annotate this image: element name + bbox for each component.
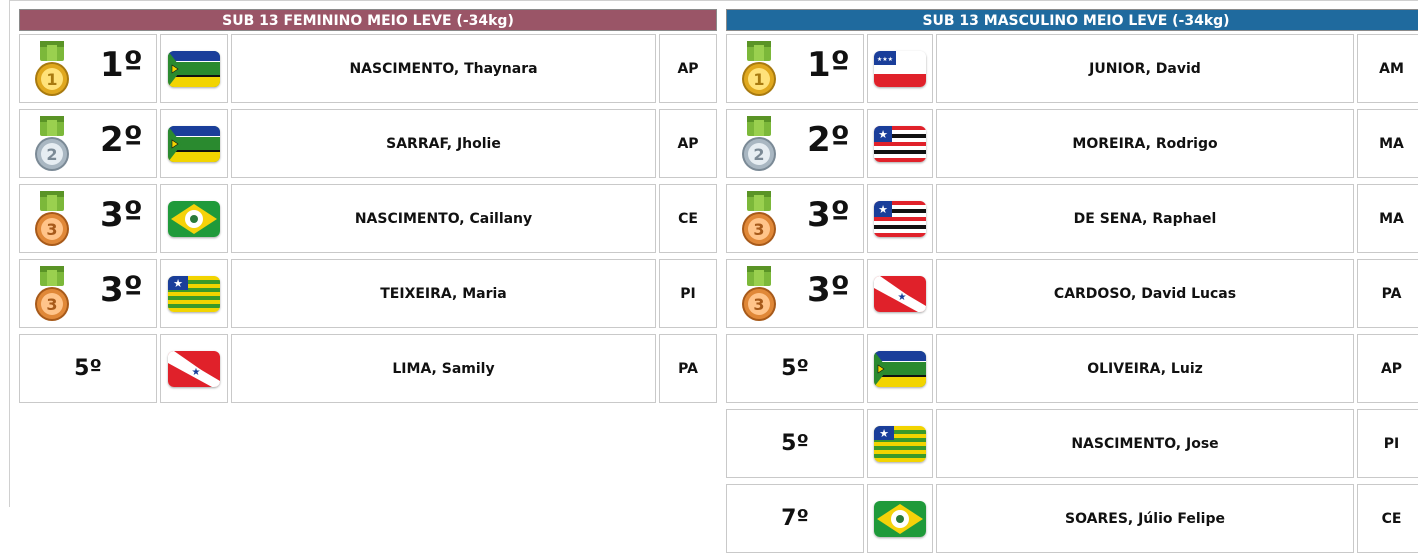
placement-label: 1º <box>807 45 850 85</box>
flag-cell <box>160 34 228 103</box>
flag-cell <box>160 259 228 328</box>
svg-text:★: ★ <box>878 202 888 216</box>
placement-cell <box>726 184 864 253</box>
placement-label: 1º <box>100 45 143 85</box>
maranhao-flag-icon <box>874 126 926 162</box>
flag-cell <box>867 259 933 328</box>
svg-text:3: 3 <box>753 220 765 239</box>
state-code: AM <box>1357 34 1418 103</box>
placement-label: 2º <box>100 120 143 160</box>
placement-label: 5º <box>74 356 102 381</box>
amapa-flag-icon <box>168 51 220 87</box>
svg-text:2: 2 <box>753 145 765 164</box>
amazonas-flag-icon <box>874 51 926 87</box>
bronze-medal-icon <box>32 266 72 324</box>
state-code: MA <box>1357 109 1418 178</box>
placement-cell <box>726 109 864 178</box>
result-row <box>726 259 1418 331</box>
gold-medal-icon <box>32 41 72 99</box>
result-row <box>19 184 717 256</box>
athlete-name: NASCIMENTO, Caillany <box>231 184 656 253</box>
flag-cell <box>160 109 228 178</box>
flag-cell <box>867 409 933 478</box>
placement-cell <box>19 259 157 328</box>
bronze-medal-icon <box>739 191 779 249</box>
placement-label: 3º <box>100 270 143 310</box>
svg-text:★: ★ <box>897 291 907 303</box>
athlete-name: NASCIMENTO, Jose <box>936 409 1354 478</box>
panel-title: SUB 13 MASCULINO MEIO LEVE (-34kg) <box>726 9 1418 31</box>
result-row <box>19 259 717 331</box>
state-code: AP <box>659 34 717 103</box>
athlete-name: CARDOSO, David Lucas <box>936 259 1354 328</box>
placement-label: 5º <box>781 356 809 381</box>
placement-cell <box>19 184 157 253</box>
result-row <box>726 184 1418 256</box>
results-list <box>726 34 1418 556</box>
placement-cell <box>726 484 864 553</box>
placement-label: 3º <box>100 195 143 235</box>
result-row <box>726 409 1418 481</box>
svg-text:★: ★ <box>878 127 888 141</box>
amapa-flag-icon <box>168 126 220 162</box>
athlete-name: OLIVEIRA, Luiz <box>936 334 1354 403</box>
state-code: MA <box>1357 184 1418 253</box>
panel-feminino <box>19 9 717 406</box>
flag-cell <box>160 184 228 253</box>
svg-text:★: ★ <box>879 426 889 440</box>
silver-medal-icon <box>32 116 72 174</box>
svg-text:1: 1 <box>46 70 58 89</box>
placement-cell <box>726 259 864 328</box>
svg-text:★: ★ <box>173 276 183 290</box>
svg-text:★: ★ <box>191 366 201 378</box>
athlete-name: SARRAF, Jholie <box>231 109 656 178</box>
panel-title: SUB 13 FEMININO MEIO LEVE (-34kg) <box>19 9 717 31</box>
state-code: CE <box>1357 484 1418 553</box>
state-code: AP <box>659 109 717 178</box>
svg-text:1: 1 <box>753 70 765 89</box>
result-row <box>726 109 1418 181</box>
state-code: PA <box>1357 259 1418 328</box>
flag-cell <box>867 484 933 553</box>
piaui-flag-icon <box>168 276 220 312</box>
result-row <box>19 109 717 181</box>
para-flag-icon <box>874 276 926 312</box>
placement-cell <box>726 334 864 403</box>
piaui-flag-icon <box>874 426 926 462</box>
athlete-name: TEIXEIRA, Maria <box>231 259 656 328</box>
ceara-flag-icon <box>168 201 220 237</box>
state-code: CE <box>659 184 717 253</box>
placement-cell <box>19 334 157 403</box>
svg-text:3: 3 <box>46 220 58 239</box>
panel-masculino <box>726 9 1418 556</box>
results-list <box>19 34 717 406</box>
silver-medal-icon <box>739 116 779 174</box>
result-row <box>726 484 1418 556</box>
state-code: AP <box>1357 334 1418 403</box>
placement-label: 5º <box>781 431 809 456</box>
amapa-flag-icon <box>874 351 926 387</box>
bronze-medal-icon <box>739 266 779 324</box>
placement-cell <box>726 34 864 103</box>
flag-cell <box>160 334 228 403</box>
result-row <box>726 334 1418 406</box>
flag-cell <box>867 184 933 253</box>
state-code: PA <box>659 334 717 403</box>
flag-cell <box>867 109 933 178</box>
athlete-name: JUNIOR, David <box>936 34 1354 103</box>
athlete-name: DE SENA, Raphael <box>936 184 1354 253</box>
gold-medal-icon <box>739 41 779 99</box>
svg-text:★★★: ★★★ <box>876 55 894 63</box>
svg-text:2: 2 <box>46 145 58 164</box>
flag-cell <box>867 334 933 403</box>
placement-cell <box>19 109 157 178</box>
athlete-name: SOARES, Júlio Felipe <box>936 484 1354 553</box>
placement-label: 2º <box>807 120 850 160</box>
placement-cell <box>726 409 864 478</box>
maranhao-flag-icon <box>874 201 926 237</box>
result-row <box>19 334 717 406</box>
svg-text:3: 3 <box>753 295 765 314</box>
state-code: PI <box>659 259 717 328</box>
result-row <box>726 34 1418 106</box>
athlete-name: NASCIMENTO, Thaynara <box>231 34 656 103</box>
placement-cell <box>19 34 157 103</box>
athlete-name: MOREIRA, Rodrigo <box>936 109 1354 178</box>
placement-label: 3º <box>807 195 850 235</box>
svg-text:3: 3 <box>46 295 58 314</box>
state-code: PI <box>1357 409 1418 478</box>
placement-label: 7º <box>781 506 809 531</box>
placement-label: 3º <box>807 270 850 310</box>
para-flag-icon <box>168 351 220 387</box>
athlete-name: LIMA, Samily <box>231 334 656 403</box>
bronze-medal-icon <box>32 191 72 249</box>
result-row <box>19 34 717 106</box>
flag-cell <box>867 34 933 103</box>
